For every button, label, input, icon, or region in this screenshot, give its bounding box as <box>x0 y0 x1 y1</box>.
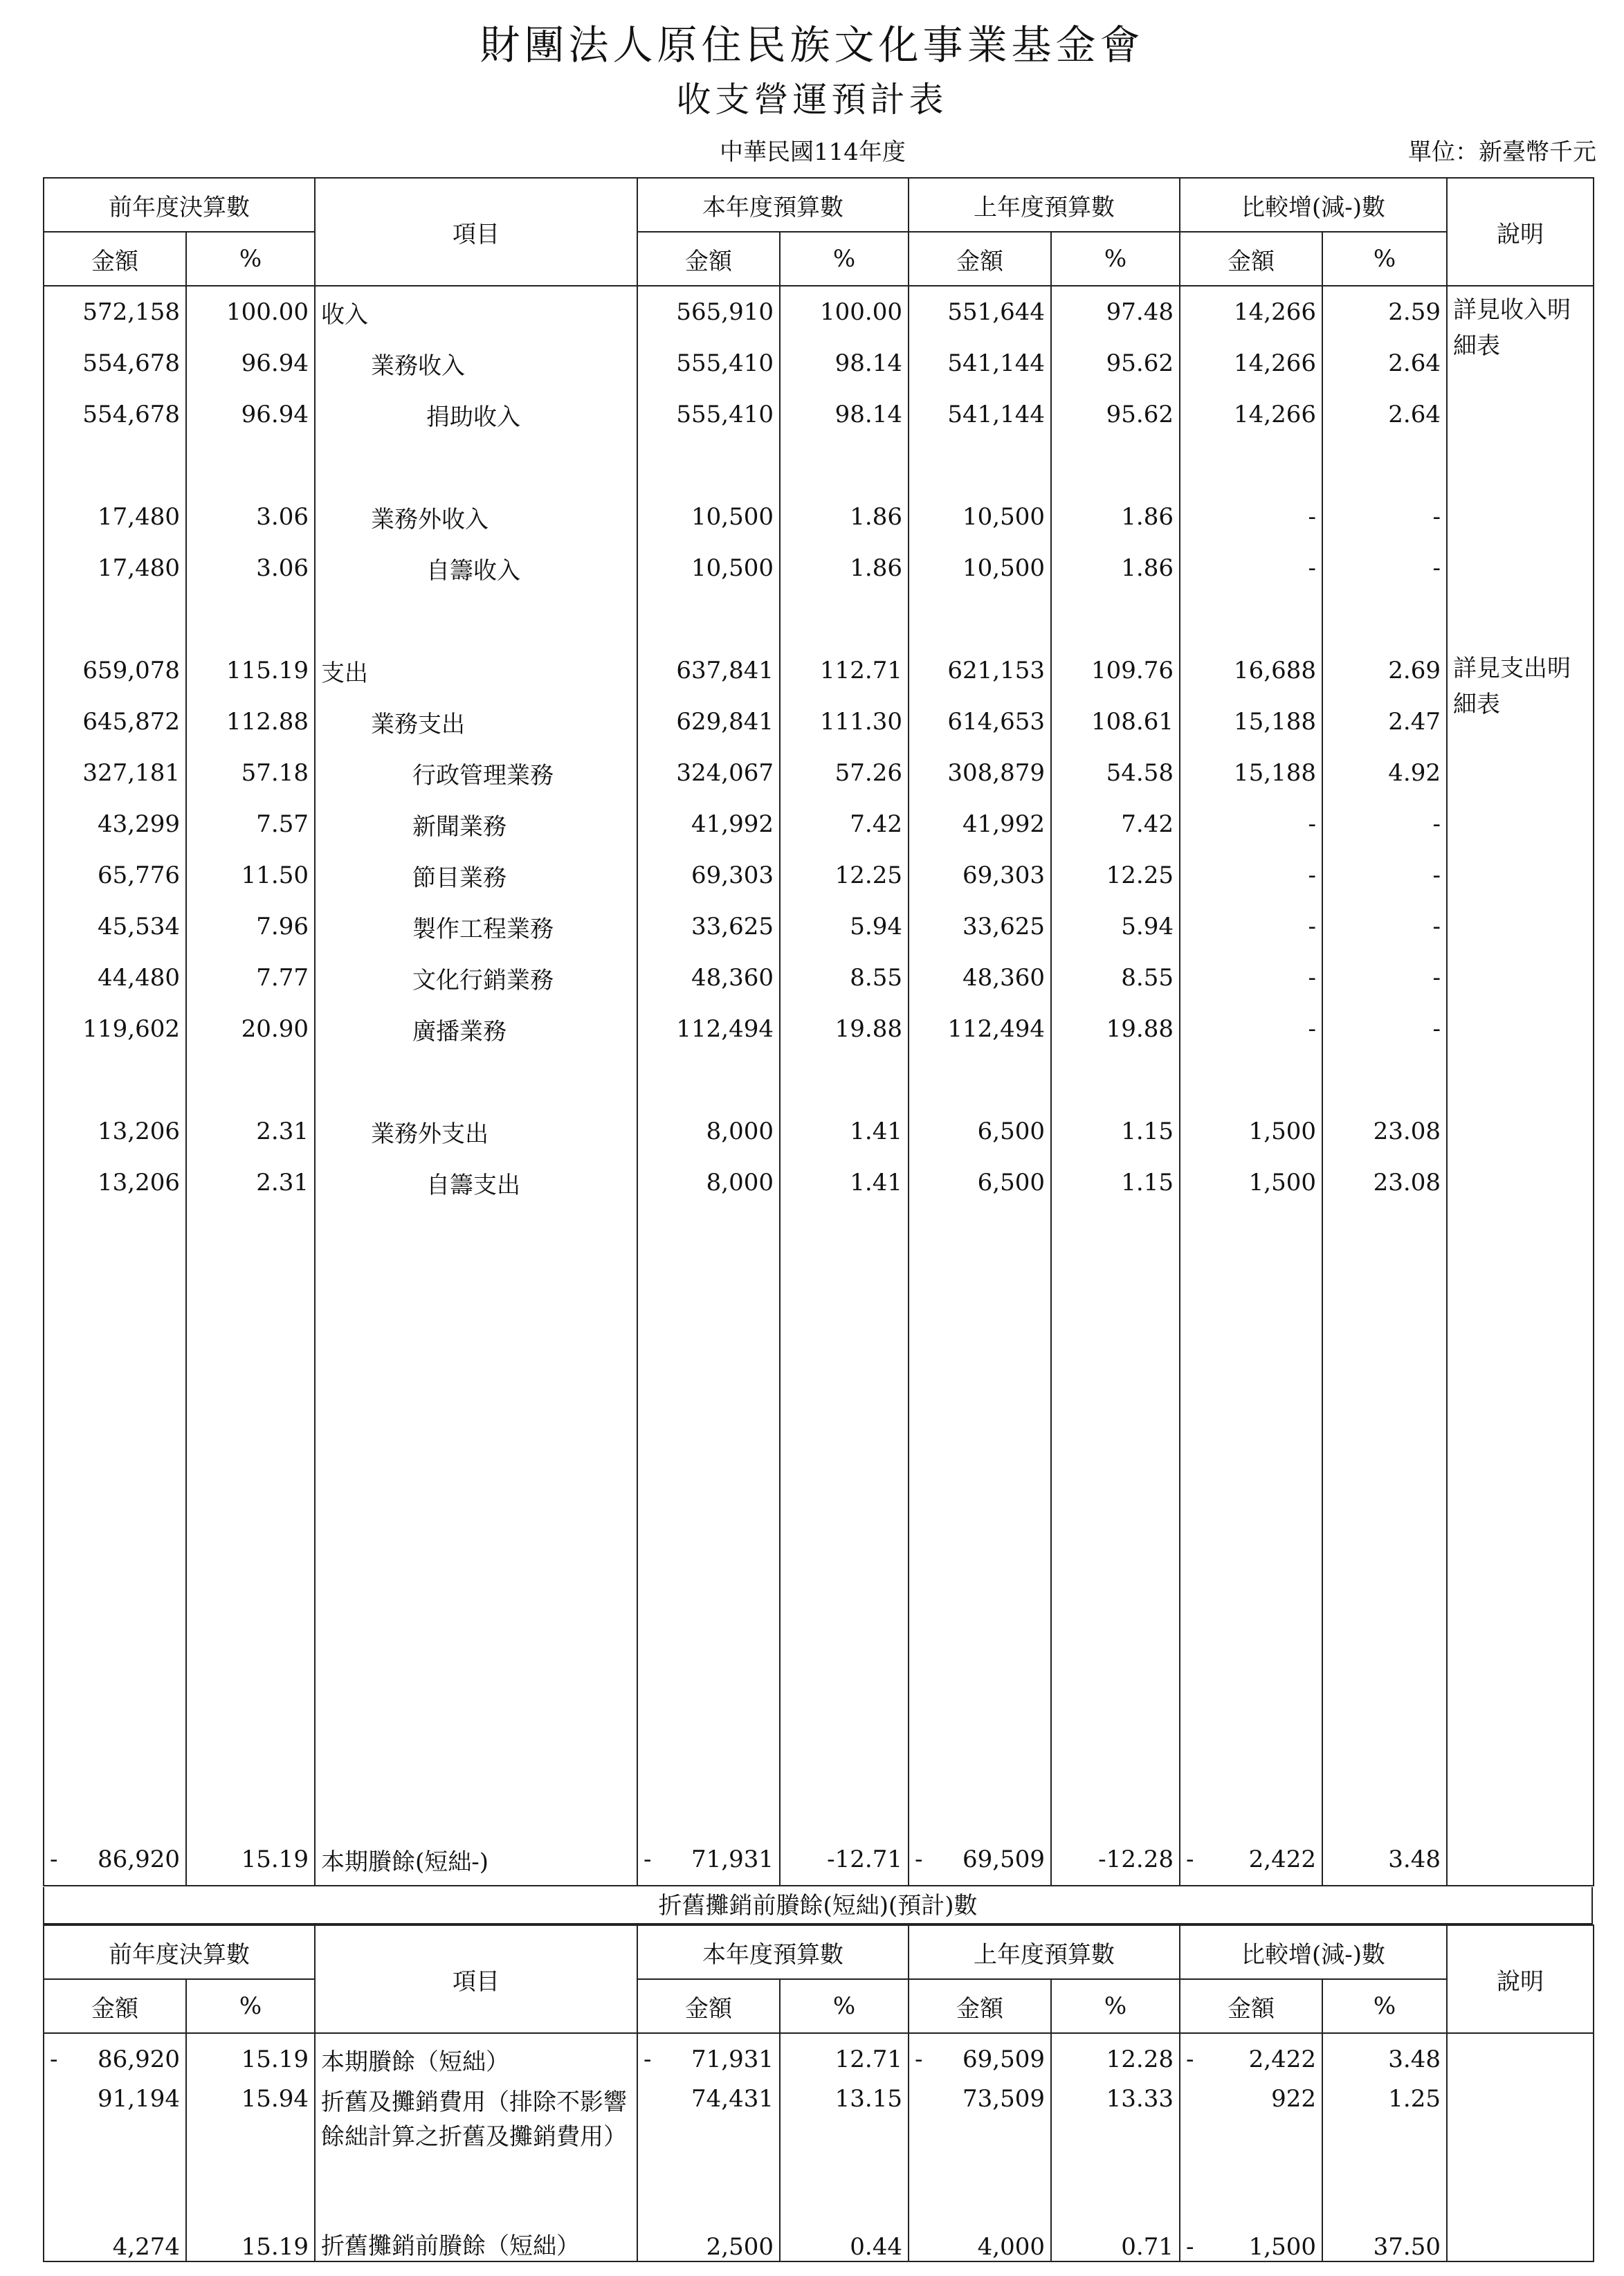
cell-value: 108.61 <box>1051 696 1180 747</box>
table-row <box>44 2085 1594 2210</box>
cell-value: 8,000 <box>637 1106 780 1157</box>
cell-value <box>909 2033 1051 2085</box>
table-row <box>44 799 1594 850</box>
cell-value: 2.59 <box>1322 286 1447 338</box>
cell-value: 19.88 <box>1051 1003 1180 1055</box>
cell-value <box>909 2210 1051 2261</box>
cell-value: 1,500 <box>1180 1157 1322 1208</box>
report-title: 收支營運預計表 <box>676 80 948 120</box>
row-item-label: 自籌支出 <box>315 1157 637 1208</box>
value-text: 折舊攤銷前賸餘（短絀） <box>321 2232 580 2260</box>
cell-value: 2.64 <box>1322 338 1447 389</box>
col-amount: 金額 <box>637 232 780 286</box>
value-text: 本期賸餘（短絀） <box>321 2048 509 2076</box>
org-title: 財團法人原住民族文化事業基金會 <box>480 21 1144 69</box>
cell-value <box>1322 2210 1447 2261</box>
cell-value <box>1180 2210 1322 2261</box>
table-row <box>44 389 1594 440</box>
row-item-label: 捐助收入 <box>315 389 637 440</box>
col-amount: 金額 <box>909 232 1051 286</box>
table-row <box>44 1157 1594 1208</box>
value-text: 4,000 <box>977 2233 1045 2261</box>
cell-value: 572,158 <box>44 286 186 338</box>
cell-value: 10,500 <box>909 491 1051 543</box>
cell-value: 17,480 <box>44 491 186 543</box>
value-text: 73,509 <box>962 2085 1045 2113</box>
col-amount: 金額 <box>44 1979 186 2033</box>
cell-value: 17,480 <box>44 543 186 594</box>
col-pct: % <box>1051 232 1180 286</box>
row-item-label <box>315 1834 637 1886</box>
cell-value: - <box>1180 901 1322 952</box>
cell-value: 1.41 <box>780 1157 909 1208</box>
col-amount: 金額 <box>44 232 186 286</box>
cell-value: 3.06 <box>186 543 315 594</box>
cell-value: 95.62 <box>1051 389 1180 440</box>
cell-value: 12.25 <box>1051 850 1180 901</box>
cell-value: 8.55 <box>780 952 909 1003</box>
cell-value: 541,144 <box>909 338 1051 389</box>
cell-value: 112.88 <box>186 696 315 747</box>
table-row <box>44 747 1594 799</box>
row-item-label <box>315 2085 637 2210</box>
cell-value: 48,360 <box>637 952 780 1003</box>
cell-value: 554,678 <box>44 389 186 440</box>
value-text: 12.71 <box>834 2046 902 2073</box>
cell-value: 327,181 <box>44 747 186 799</box>
cell-value: - <box>1180 491 1322 543</box>
col-prior-actual: 前年度決算數 <box>44 1925 315 1979</box>
cell-value: - <box>1180 799 1322 850</box>
cell-value: 621,153 <box>909 645 1051 696</box>
value-text: -12.28 <box>1098 1846 1174 1873</box>
table-row <box>44 2033 1594 2085</box>
value-text: 86,920 <box>98 1846 180 1873</box>
row-item-label: 收入 <box>315 286 637 338</box>
cell-value: 96.94 <box>186 338 315 389</box>
row-item-label: 業務支出 <box>315 696 637 747</box>
col-diff: 比較增(減-)數 <box>1180 1925 1447 1979</box>
value-text: 15.19 <box>241 2046 309 2073</box>
row-item-label: 支出 <box>315 645 637 696</box>
cell-value <box>44 1834 186 1886</box>
cell-value: 555,410 <box>637 389 780 440</box>
col-pct: % <box>186 232 315 286</box>
cell-value <box>1180 1834 1322 1886</box>
cell-value: - <box>1322 1003 1447 1055</box>
cell-value <box>637 2210 780 2261</box>
value-text: 1,500 <box>1248 2233 1316 2261</box>
cell-value: 659,078 <box>44 645 186 696</box>
col-prior-actual: 前年度決算數 <box>44 178 315 232</box>
cell-value: 5.94 <box>780 901 909 952</box>
total-row <box>44 1834 1594 1886</box>
cell-value <box>637 1834 780 1886</box>
cell-value: 44,480 <box>44 952 186 1003</box>
row-item-label: 業務外支出 <box>315 1106 637 1157</box>
cell-value: 551,644 <box>909 286 1051 338</box>
cell-value <box>780 2033 909 2085</box>
cell-value: - <box>1322 901 1447 952</box>
cell-value: - <box>1180 1003 1322 1055</box>
cell-value: 10,500 <box>637 491 780 543</box>
cell-value: 7.77 <box>186 952 315 1003</box>
cell-value <box>1322 2033 1447 2085</box>
value-text: 69,509 <box>962 2046 1045 2073</box>
value-text: 71,931 <box>691 1846 774 1873</box>
table-row <box>44 543 1594 594</box>
cell-value: 95.62 <box>1051 338 1180 389</box>
cell-value: 97.48 <box>1051 286 1180 338</box>
cell-value: 69,303 <box>637 850 780 901</box>
value-text: 3.48 <box>1388 1846 1441 1873</box>
table-row <box>44 2210 1594 2261</box>
negative-sign: - <box>1186 2046 1194 2073</box>
row-item-label: 節目業務 <box>315 850 637 901</box>
value-text: 12.28 <box>1106 2046 1174 2073</box>
cell-value <box>186 2210 315 2261</box>
cell-value <box>186 2033 315 2085</box>
cell-value: - <box>1180 543 1322 594</box>
cell-value: 2.64 <box>1322 389 1447 440</box>
value-text: 91,194 <box>98 2085 180 2113</box>
cell-value: 637,841 <box>637 645 780 696</box>
col-amount: 金額 <box>637 1979 780 2033</box>
cell-value: 41,992 <box>909 799 1051 850</box>
cell-value: 48,360 <box>909 952 1051 1003</box>
value-text: 15.94 <box>241 2085 309 2113</box>
value-text: 本期賸餘(短絀-) <box>321 1848 489 1876</box>
row-note: 詳見支出明細表 <box>1447 645 1594 747</box>
cell-value: 555,410 <box>637 338 780 389</box>
cell-value: 23.08 <box>1322 1157 1447 1208</box>
cell-value: 15,188 <box>1180 747 1322 799</box>
cell-value: 3.06 <box>186 491 315 543</box>
cell-value: 1.86 <box>780 491 909 543</box>
cell-value <box>637 2085 780 2210</box>
negative-sign: - <box>644 1846 652 1873</box>
cell-value <box>186 1834 315 1886</box>
cell-value: 565,910 <box>637 286 780 338</box>
row-item-label: 廣播業務 <box>315 1003 637 1055</box>
row-item-label: 業務收入 <box>315 338 637 389</box>
cell-value: 1,500 <box>1180 1106 1322 1157</box>
cell-value <box>1051 2085 1180 2210</box>
value-text: 71,931 <box>691 2046 774 2073</box>
cell-value: 7.42 <box>1051 799 1180 850</box>
cell-value: 100.00 <box>780 286 909 338</box>
col-pct: % <box>780 232 909 286</box>
col-note: 說明 <box>1447 1925 1594 2033</box>
cell-value: 541,144 <box>909 389 1051 440</box>
cell-value <box>637 2033 780 2085</box>
cell-value: 2.31 <box>186 1157 315 1208</box>
cell-value: 1.15 <box>1051 1106 1180 1157</box>
col-amount: 金額 <box>1180 232 1322 286</box>
cell-value: 10,500 <box>909 543 1051 594</box>
value-text: 922 <box>1271 2085 1316 2113</box>
table-row <box>44 286 1594 338</box>
cell-value <box>780 2085 909 2210</box>
cell-value: 65,776 <box>44 850 186 901</box>
col-pct: % <box>1322 232 1447 286</box>
cell-value: 8,000 <box>637 1157 780 1208</box>
cell-value <box>1322 1834 1447 1886</box>
col-pct: % <box>1322 1979 1447 2033</box>
currency-unit: 單位：新臺幣千元 <box>1408 138 1596 166</box>
col-last-budget: 上年度預算數 <box>909 1925 1180 1979</box>
cell-value: 33,625 <box>909 901 1051 952</box>
col-pct: % <box>186 1979 315 2033</box>
col-amount: 金額 <box>909 1979 1051 2033</box>
cell-value <box>1051 2210 1180 2261</box>
cell-value: 13,206 <box>44 1106 186 1157</box>
cell-value: 5.94 <box>1051 901 1180 952</box>
row-item-label: 業務外收入 <box>315 491 637 543</box>
fiscal-year: 中華民國114年度 <box>720 138 906 166</box>
value-text: 2,422 <box>1248 1846 1316 1873</box>
cell-value: - <box>1322 850 1447 901</box>
value-text: 1.25 <box>1388 2085 1441 2113</box>
value-text: 37.50 <box>1373 2233 1441 2261</box>
cell-value: - <box>1322 491 1447 543</box>
cell-value <box>1180 2085 1322 2210</box>
budget-table <box>43 177 1594 1886</box>
cell-value: 33,625 <box>637 901 780 952</box>
cell-value: - <box>1322 952 1447 1003</box>
col-current-budget: 本年度預算數 <box>637 1925 909 1979</box>
value-text: 折舊及攤銷費用（排除不影響餘絀計算之折舊及攤銷費用） <box>321 2088 627 2151</box>
cell-value: 109.76 <box>1051 645 1180 696</box>
cell-value <box>44 2033 186 2085</box>
cell-value: 111.30 <box>780 696 909 747</box>
cell-value: 6,500 <box>909 1157 1051 1208</box>
cell-value: 23.08 <box>1322 1106 1447 1157</box>
cell-value: 112,494 <box>909 1003 1051 1055</box>
cell-value: 13,206 <box>44 1157 186 1208</box>
cell-value: 7.96 <box>186 901 315 952</box>
table-row <box>44 952 1594 1003</box>
col-diff: 比較增(減-)數 <box>1180 178 1447 232</box>
cell-value: 1.86 <box>1051 491 1180 543</box>
row-item-label: 行政管理業務 <box>315 747 637 799</box>
cell-value: 19.88 <box>780 1003 909 1055</box>
cell-value: 7.42 <box>780 799 909 850</box>
cell-value <box>909 2085 1051 2210</box>
col-note: 說明 <box>1447 178 1594 286</box>
value-text: 15.19 <box>241 1846 309 1873</box>
cell-value: 8.55 <box>1051 952 1180 1003</box>
cell-value: 41,992 <box>637 799 780 850</box>
cell-value: - <box>1322 543 1447 594</box>
negative-sign: - <box>915 2046 923 2073</box>
col-amount: 金額 <box>1180 1979 1322 2033</box>
cell-value: 324,067 <box>637 747 780 799</box>
cell-value: 119,602 <box>44 1003 186 1055</box>
col-last-budget: 上年度預算數 <box>909 178 1180 232</box>
cell-value: 115.19 <box>186 645 315 696</box>
value-text: 0.71 <box>1121 2233 1174 2261</box>
cell-value: - <box>1322 799 1447 850</box>
cell-value: 1.15 <box>1051 1157 1180 1208</box>
cell-value: 554,678 <box>44 338 186 389</box>
row-item-label: 製作工程業務 <box>315 901 637 952</box>
cell-value: 43,299 <box>44 799 186 850</box>
cell-value: 54.58 <box>1051 747 1180 799</box>
cell-value: 2.47 <box>1322 696 1447 747</box>
value-text: 69,509 <box>962 1846 1045 1873</box>
table-row <box>44 1003 1594 1055</box>
cell-value <box>909 1834 1051 1886</box>
value-text: 13.33 <box>1106 2085 1174 2113</box>
row-item-label: 自籌收入 <box>315 543 637 594</box>
cell-value: 11.50 <box>186 850 315 901</box>
negative-sign: - <box>50 2046 58 2073</box>
cell-value: - <box>1180 850 1322 901</box>
table-row <box>44 1106 1594 1157</box>
cell-value <box>1051 1834 1180 1886</box>
table-row <box>44 696 1594 747</box>
table-row <box>44 491 1594 543</box>
value-text: 86,920 <box>98 2046 180 2073</box>
cell-value <box>44 2210 186 2261</box>
cell-value: 645,872 <box>44 696 186 747</box>
negative-sign: - <box>1186 2233 1194 2261</box>
row-note: 詳見收入明細表 <box>1447 286 1594 389</box>
value-text: 13.15 <box>834 2085 902 2113</box>
value-text: 4,274 <box>112 2233 180 2261</box>
col-pct: % <box>1051 1979 1180 2033</box>
cell-value: 629,841 <box>637 696 780 747</box>
cell-value <box>1180 2033 1322 2085</box>
cell-value: 98.14 <box>780 338 909 389</box>
col-item: 項目 <box>315 178 637 286</box>
cell-value <box>186 2085 315 2210</box>
section-banner: 折舊攤銷前賸餘(短絀)(預計)數 <box>43 1887 1593 1924</box>
cell-value: 14,266 <box>1180 338 1322 389</box>
cell-value: 112,494 <box>637 1003 780 1055</box>
value-text: 2,422 <box>1248 2046 1316 2073</box>
negative-sign: - <box>644 2046 652 2073</box>
cell-value: 308,879 <box>909 747 1051 799</box>
pre-depreciation-table <box>43 1924 1594 2262</box>
cell-value: 98.14 <box>780 389 909 440</box>
table-row <box>44 645 1594 696</box>
value-text: 15.19 <box>241 2233 309 2261</box>
value-text: 3.48 <box>1388 2046 1441 2073</box>
cell-value: 6,500 <box>909 1106 1051 1157</box>
cell-value: 69,303 <box>909 850 1051 901</box>
cell-value: 10,500 <box>637 543 780 594</box>
cell-value <box>1322 2085 1447 2210</box>
cell-value <box>1051 2033 1180 2085</box>
cell-value: 15,188 <box>1180 696 1322 747</box>
cell-value: 2.69 <box>1322 645 1447 696</box>
cell-value: 14,266 <box>1180 389 1322 440</box>
table-row <box>44 901 1594 952</box>
cell-value: 1.41 <box>780 1106 909 1157</box>
cell-value: 16,688 <box>1180 645 1322 696</box>
cell-value: 7.57 <box>186 799 315 850</box>
cell-value: 614,653 <box>909 696 1051 747</box>
row-item-label: 新聞業務 <box>315 799 637 850</box>
col-current-budget: 本年度預算數 <box>637 178 909 232</box>
row-item-label: 文化行銷業務 <box>315 952 637 1003</box>
cell-value <box>780 2210 909 2261</box>
cell-value: 2.31 <box>186 1106 315 1157</box>
cell-value: 1.86 <box>1051 543 1180 594</box>
cell-value: 20.90 <box>186 1003 315 1055</box>
cell-value: 45,534 <box>44 901 186 952</box>
cell-value: 1.86 <box>780 543 909 594</box>
value-text: 0.44 <box>850 2233 902 2261</box>
value-text: -12.71 <box>827 1846 902 1873</box>
table-row <box>44 850 1594 901</box>
cell-value <box>44 2085 186 2210</box>
row-item-label <box>315 2210 637 2261</box>
cell-value: 4.92 <box>1322 747 1447 799</box>
row-item-label <box>315 2033 637 2085</box>
cell-value <box>780 1834 909 1886</box>
cell-value: 96.94 <box>186 389 315 440</box>
cell-value: 57.18 <box>186 747 315 799</box>
negative-sign: - <box>50 1846 58 1873</box>
cell-value: 57.26 <box>780 747 909 799</box>
value-text: 2,500 <box>706 2233 774 2261</box>
value-text: 74,431 <box>691 2085 774 2113</box>
cell-value: 12.25 <box>780 850 909 901</box>
negative-sign: - <box>1186 1846 1194 1873</box>
table-row <box>44 338 1594 389</box>
cell-value: 112.71 <box>780 645 909 696</box>
col-pct: % <box>780 1979 909 2033</box>
cell-value: 100.00 <box>186 286 315 338</box>
col-item: 項目 <box>315 1925 637 2033</box>
cell-value: - <box>1180 952 1322 1003</box>
negative-sign: - <box>915 1846 923 1873</box>
cell-value: 14,266 <box>1180 286 1322 338</box>
